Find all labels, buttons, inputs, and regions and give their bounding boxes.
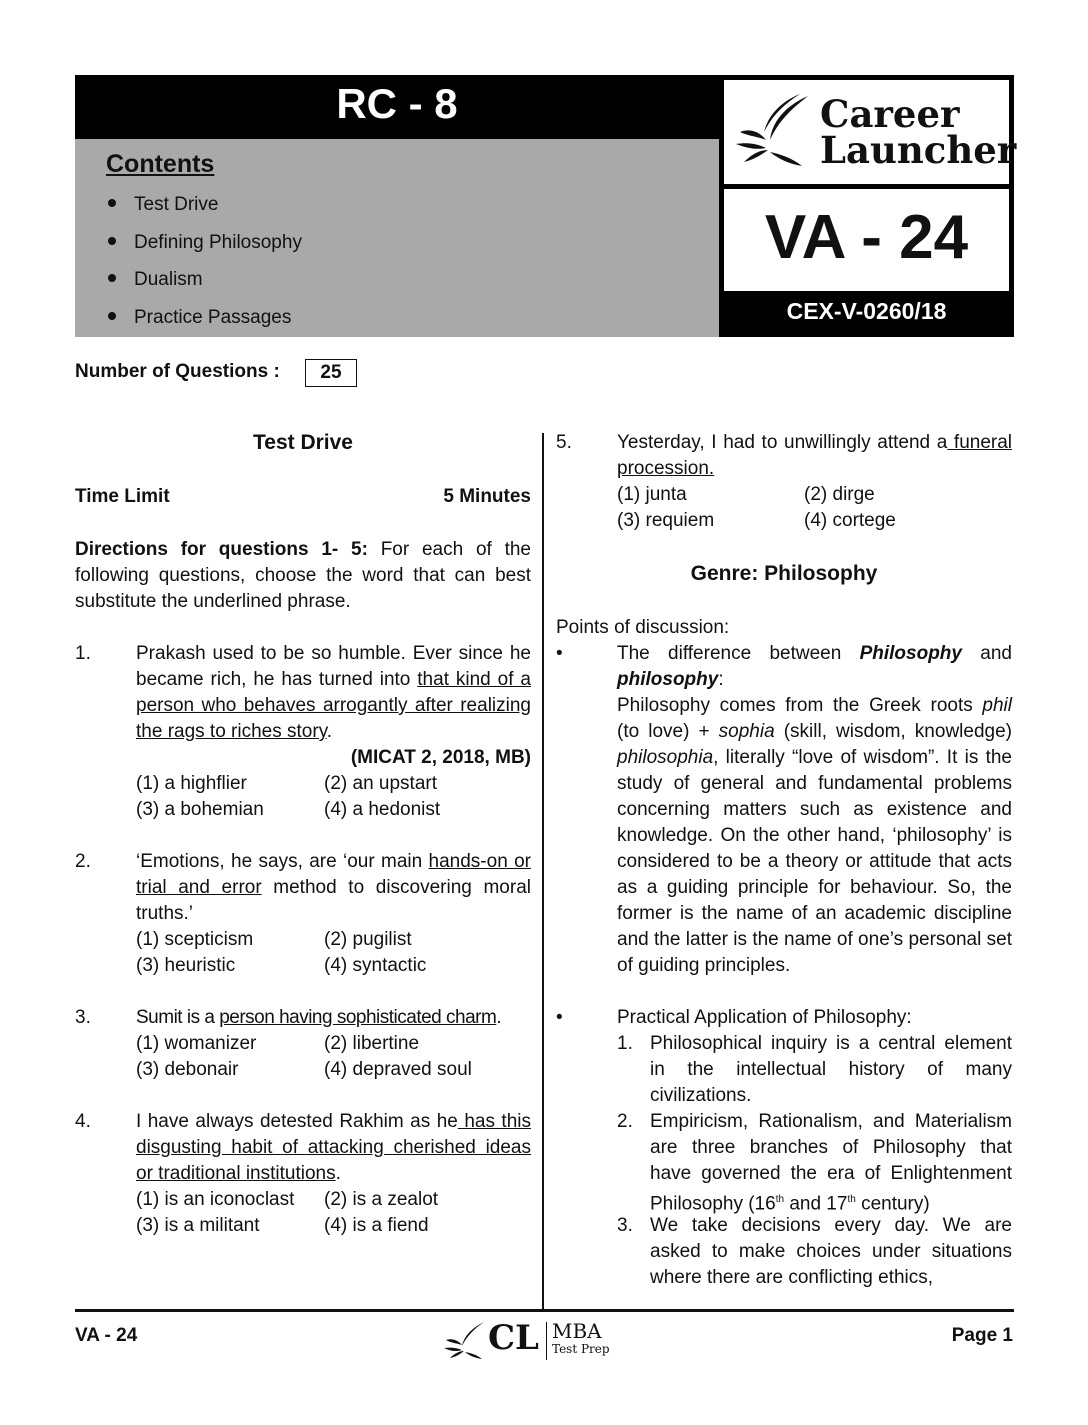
option: (3) heuristic <box>136 955 236 976</box>
option: (4) syntactic <box>324 955 427 976</box>
section-title: Test Drive <box>253 431 353 454</box>
page-number: Page 1 <box>951 1325 1013 1346</box>
cex-code: CEX-V-0260/18 <box>786 298 947 324</box>
column-divider <box>542 433 544 1310</box>
contents-heading: Contents <box>106 150 215 178</box>
option: (1) is an iconoclast <box>136 1189 295 1210</box>
point-body: Philosophy comes from the Greek roots phil (to love) + sophia (skill, wisdom, knowledge) philosophia, literally “love of wisdom”. It is the study of general and fundamental problems concerning matters such as existence and knowledge. On the other hand, ‘philosophy’ is considered to be a theory or attitude that acts as a guiding principle for behaviour. So, the former is the name of an academic discipline and the latter is the name of one’s personal set of guiding principles. <box>617 695 1012 976</box>
option: (4) is a fiend <box>324 1215 429 1236</box>
footer-rule <box>75 1309 1014 1312</box>
footer-module-code: VA - 24 <box>75 1325 138 1346</box>
question-text: Yesterday, I had to unwillingly attend a funeral procession. <box>617 432 1013 479</box>
question-text: Sumit is a person having sophisticated charm. <box>136 1007 502 1028</box>
toc-item: Dualism <box>108 269 203 291</box>
num-questions-label: Number of Questions : <box>75 361 280 382</box>
item-number: 1. <box>617 1033 633 1054</box>
option: (4) a hedonist <box>324 799 441 820</box>
option: (1) a highflier <box>136 773 247 794</box>
time-limit-label: Time Limit <box>75 486 170 507</box>
genre-title: Genre: Philosophy <box>690 562 878 585</box>
point-heading: Practical Application of Philosophy: <box>617 1007 912 1028</box>
footer-brand: CL <box>488 1318 539 1358</box>
num-questions-value: 25 <box>305 359 357 387</box>
question-number: 5. <box>556 432 572 453</box>
bullet-icon: • <box>556 643 563 664</box>
points-label: Points of discussion: <box>556 617 730 638</box>
option: (1) junta <box>617 484 687 505</box>
option: (4) depraved soul <box>324 1059 472 1080</box>
question-source: (MICAT 2, 2018, MB) <box>350 747 531 768</box>
option: (1) womanizer <box>136 1033 257 1054</box>
bullet-icon <box>108 312 116 320</box>
option: (3) a bohemian <box>136 799 264 820</box>
option: (2) an upstart <box>324 773 437 794</box>
directions: Directions for questions 1- 5: For each of the following questions, choose the word that can best substitute the underlined phrase. <box>75 539 532 612</box>
item-number: 3. <box>617 1215 633 1236</box>
toc-item: Test Drive <box>108 194 218 216</box>
option: (2) is a zealot <box>324 1189 439 1210</box>
time-limit-value: 5 Minutes <box>443 486 531 507</box>
option: (3) debonair <box>136 1059 239 1080</box>
point-heading: The difference between Philosophy and philosophy: <box>617 643 1012 690</box>
bullet-icon <box>108 274 116 282</box>
option: (1) scepticism <box>136 929 254 950</box>
rc-title: RC - 8 <box>336 80 458 127</box>
question-text: ‘Emotions, he says, are ‘our main hands-on or trial and error method to discovering moral truths.’ <box>136 851 531 924</box>
option: (3) requiem <box>617 510 715 531</box>
brand-logo-text: Career Launcher <box>820 92 1017 172</box>
question-number: 2. <box>75 851 91 872</box>
option: (2) dirge <box>804 484 875 505</box>
footer-mba: MBA Test Prep <box>552 1319 610 1356</box>
question-number: 3. <box>75 1007 91 1028</box>
question-text: I have always detested Rakhim as he has this disgusting habit of attacking cherished ideas or traditional institutions. <box>136 1111 531 1184</box>
module-code: VA - 24 <box>764 203 969 272</box>
question-text: Prakash used to be so humble. Ever since he became rich, he has turned into that kind of a person who behaves arrogantly after realizing the rags to riches story. <box>136 643 531 742</box>
career-launcher-logo-icon <box>730 92 812 172</box>
toc-item: Defining Philosophy <box>108 232 302 254</box>
list-item: Empiricism, Rationalism, and Materialism are three branches of Philosophy that have governed the era of Enlightenment Philosophy (16th and 17th century) <box>650 1111 1012 1215</box>
bullet-icon <box>108 199 116 207</box>
question-number: 4. <box>75 1111 91 1132</box>
toc-item: Practice Passages <box>108 307 291 329</box>
footer-separator <box>546 1322 547 1360</box>
list-item: Philosophical inquiry is a central element in the intellectual history of many civilizations. <box>650 1033 1012 1106</box>
option: (2) libertine <box>324 1033 420 1054</box>
option: (2) pugilist <box>324 929 412 950</box>
option: (3) is a militant <box>136 1215 260 1236</box>
bullet-icon <box>108 237 116 245</box>
option: (4) cortege <box>804 510 896 531</box>
item-number: 2. <box>617 1111 633 1132</box>
list-item: We take decisions every day. We are asked to make choices under situations where there are conflicting ethics, <box>650 1215 1012 1288</box>
question-number: 1. <box>75 643 91 664</box>
cl-logo-icon <box>442 1320 486 1360</box>
bullet-icon: • <box>556 1007 563 1028</box>
